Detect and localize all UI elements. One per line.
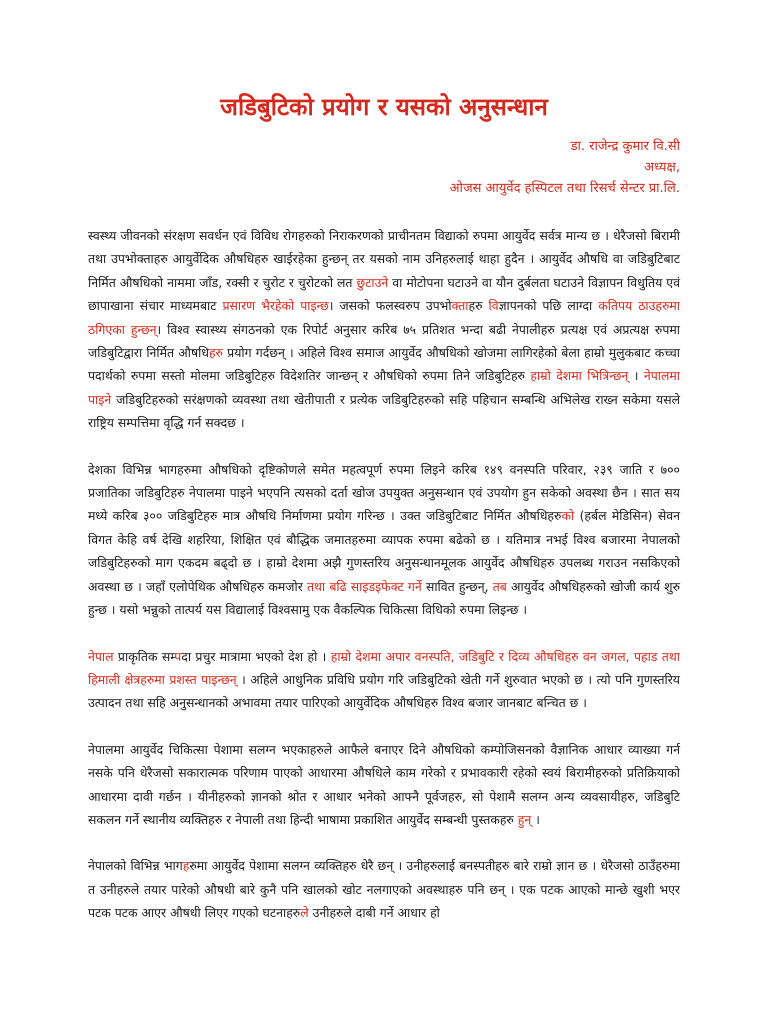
text-run: उनीहरुले दाबी गर्ने आधार हो	[308, 905, 440, 921]
text-run: (हर्बल मेडिसिन) सेवन विगत केहि वर्ष देखि शहरिया, शिक्षित एवं बौद्धिक जमातहरुमा व्यापक रुपमा बढेको छ । यतिमात्र नभई विश्व बजारमा नेपालको जडिबुटिहरुको माग एकदम बढ्दो छ । हाम्रो देशमा अझै गुणस्तरिय अनुसन्धानमूलक आयुर्वेद औषधिहरु उपलब्ध गराउन नसकिएको अवस्था छ । जहाँ एलोपेथिक औषधिहरु कमजोर	[88, 508, 680, 594]
paragraph	[88, 458, 680, 622]
text-run: । अहिले आधुनिक प्रविधि प्रयोग गरि जडिबुटिको खेती गर्ने शुरुवात भएको छ । त्यो पनि गुणस्तरिय उत्पादन तथा सहि अनुसन्धानको अभावमा तयार पारिएको आयुर्वेदिक औषधिहरु विश्व बजार जानबाट बन्चित छ ।	[88, 671, 680, 711]
highlighted-text: हाम्रो देशमा भित्रिन्छन्	[530, 368, 629, 384]
highlighted-text: तब	[492, 578, 507, 594]
text-run: । विश्व स्वास्थ्य संगठनको एक रिपोर्ट अनुसार करिब ७५ प्रतिशत भन्दा बढी नेपालीहरु प्रत्यक्ष एवं अप्रत्यक्ष रुपमा जडिबुटिद्वारा निर्मित औषधि	[88, 321, 680, 361]
paragraph	[88, 645, 680, 715]
text-run: । जसको फलस्वरुप उपभो	[328, 298, 452, 314]
document-body	[88, 224, 680, 948]
highlighted-text: वि	[488, 298, 499, 314]
highlighted-text: ह	[182, 858, 190, 874]
highlighted-text: नेपालमा पाइने	[88, 368, 681, 407]
author-block	[450, 136, 680, 199]
highlighted-text: छुटाउने	[356, 274, 389, 290]
highlighted-text: नेपाल	[88, 648, 114, 664]
text-run: स्वस्थ्य जीवनको संरक्षण सवर्धन एवं विविध रोगहरुको निराकरणको प्राचीनतम विद्याको रुपमा आयुर्वेद सर्वत्र मान्य छ । धेरैजसो बिरामी तथा उपभोक्ताहरु आयुर्वेदिक औषधिहरु खाईरहेका हुन्छन् तर यसको नाम उनिहरुलाई थाहा हुदैन । आयुर्वेद औषधि वा जडिबुटिबाट निर्मित औषधिको नाममा जाँड, रक्सी र चुरोट र चुरोटको लत	[88, 228, 680, 290]
text-run: वा मोटोपना घटाउने वा यौन दुर्बलता घटाउने विज्ञापन विधुतिय एवं छापाखाना संचार माध्यमबाट	[88, 274, 680, 314]
document-title: जडिबुटिको प्रयोग र यसको अनुसन्धान	[220, 93, 548, 121]
text-run: आयुर्वेद औषधिहरुको खोजी कार्य शुरु हुन्छ । यसो भन्नुको तात्पर्य यस विद्यालाई विश्वसामु एक वैकल्पिक चिकित्सा विधिको रुपमा लिइन्छ ।	[88, 578, 681, 618]
highlighted-text: ले	[300, 905, 309, 921]
text-run: रुमा आयुर्वेद पेशामा सलग्न व्यक्तिहरु धेरै छन् । उनीहरुलाई बनस्पतीहरु बारे राम्रो ज्ञान छ । धेरैजसो ठाउँहरुमा त उनीहरुले तयार पारेको औषधी बारे कुनै पनि खालको खोट नलगाएको अवस्थाहरु पनि छन् । एक पटक आएको मान्छे खुशी भएर पटक पटक आएर औषधी लिएर गएको घटनाहरु	[88, 858, 680, 921]
paragraph	[88, 738, 680, 832]
text-run: ।	[531, 811, 540, 827]
highlighted-text: कतिपय ठाउहरुमा ठगिएका हुन्छन्	[88, 298, 680, 337]
highlighted-text: तथा बढि साइडइफेक्ट गर्ने	[306, 578, 422, 594]
text-run: ज्ञापनको पछि लाग्दा	[498, 298, 599, 314]
text-run: नेपालमा आयुर्वेद चिकित्सा पेशामा सलग्न भएकाहरुले आफैले बनाएर दिने औषधिको कम्पोजिसनको वैज्ञानिक आधार व्याख्या गर्न नसके पनि धेरैजसो सकारात्मक परिणाम पाएको आधारमा औषधिले काम गरेको र प्रभावकारी रहेको स्वयं बिरामीहरुको प्रतिक्रियाको आधारमा दावी गर्छन । यीनीहरुको ज्ञानको श्रोत र आधार भनेको आफ्नै पूर्वजहरु, सो पेशामै सलग्न अन्य व्यवसायीहरु, जडिबुटि सकलन गर्ने स्थानीय व्यक्तिहरु र नेपाली तथा हिन्दी भाषामा प्रकाशित आयुर्वेद सम्बन्धी पुस्तकहरु	[88, 741, 680, 827]
highlighted-text: को	[561, 508, 575, 524]
paragraph	[88, 854, 680, 924]
text-run: नेपालको विभिन्न भाग	[88, 858, 183, 874]
text-run: जडिबुटिहरुको सरंक्षणको व्यवस्था तथा खेतीपाती र प्रत्येक जडिबुटिहरुको सहि पहिचान सम्बन्धि अभिलेख राख्न सकेमा यसले राष्ट्रिय सम्पत्तिमा वृद्धि गर्न सक्दछ ।	[88, 391, 680, 431]
author-role: अध्यक्ष,	[644, 160, 680, 175]
highlighted-text: प्रसारण भैरहेको पाइन्छ	[222, 298, 329, 314]
highlighted-text: हुन्	[517, 811, 532, 827]
highlighted-text: हाम्रो देशमा अपार वनस्पति, जडिबुटि र दिव्य औषधिहरु वन जगल, पहाड तथा हिमाली क्षेत्रहरुमा प्रशस्त पाइन्छन्	[88, 648, 680, 687]
text-run: हरु	[468, 298, 489, 314]
author-name: डा. राजेन्द्र कुमार वि.सी	[570, 139, 680, 154]
author-organization: ओजस आयुर्वेद हस्पिटल तथा रिसर्च सेन्टर प्रा.लि.	[449, 181, 680, 196]
highlighted-text: प	[174, 648, 182, 664]
text-run: ।	[628, 368, 644, 384]
text-run: प्रयोग गर्दछन् । अहिले विश्व समाज आयुर्वेद औषधिको खोजमा लागिरहेको बेला हाम्रो मुलुकबाट कच्चा पदार्थको रुपमा सस्तो मोलमा जडिबुटिहरु विदेशतिर जान्छन् र औषधिको रुपमा तिने जडिबुटिहरु	[88, 345, 680, 384]
paragraph	[88, 224, 680, 435]
text-run: दा प्रचुर मात्रामा भएको देश हो ।	[181, 648, 331, 664]
text-run: प्राकृतिक सम्	[113, 648, 175, 664]
text-run: सावित हुन्छन्,	[421, 578, 493, 594]
highlighted-text: क्ता	[451, 298, 469, 314]
highlighted-text: हरु	[208, 345, 223, 361]
text-run: देशका विभिन्न भागहरुमा औषधिको दृष्टिकोणले समेत महत्वपूर्ण रुपमा लिइने करिब १४९ वनस्पति परिवार, २३९ जाति र ७०० प्रजातिका जडिबुटिहरु नेपालमा पाइने भएपनि त्यसको दर्ता खोज उपयुक्त अनुसन्धान एवं उपयोग हुन सकेको अवस्था छैन । सात सय मध्ये करिब ३०० जडिबुटिहरु मात्र औषधि निर्माणमा प्रयोग गरिन्छ । उक्त जडिबुटिबाट निर्मित औषधिहरु	[88, 461, 680, 524]
